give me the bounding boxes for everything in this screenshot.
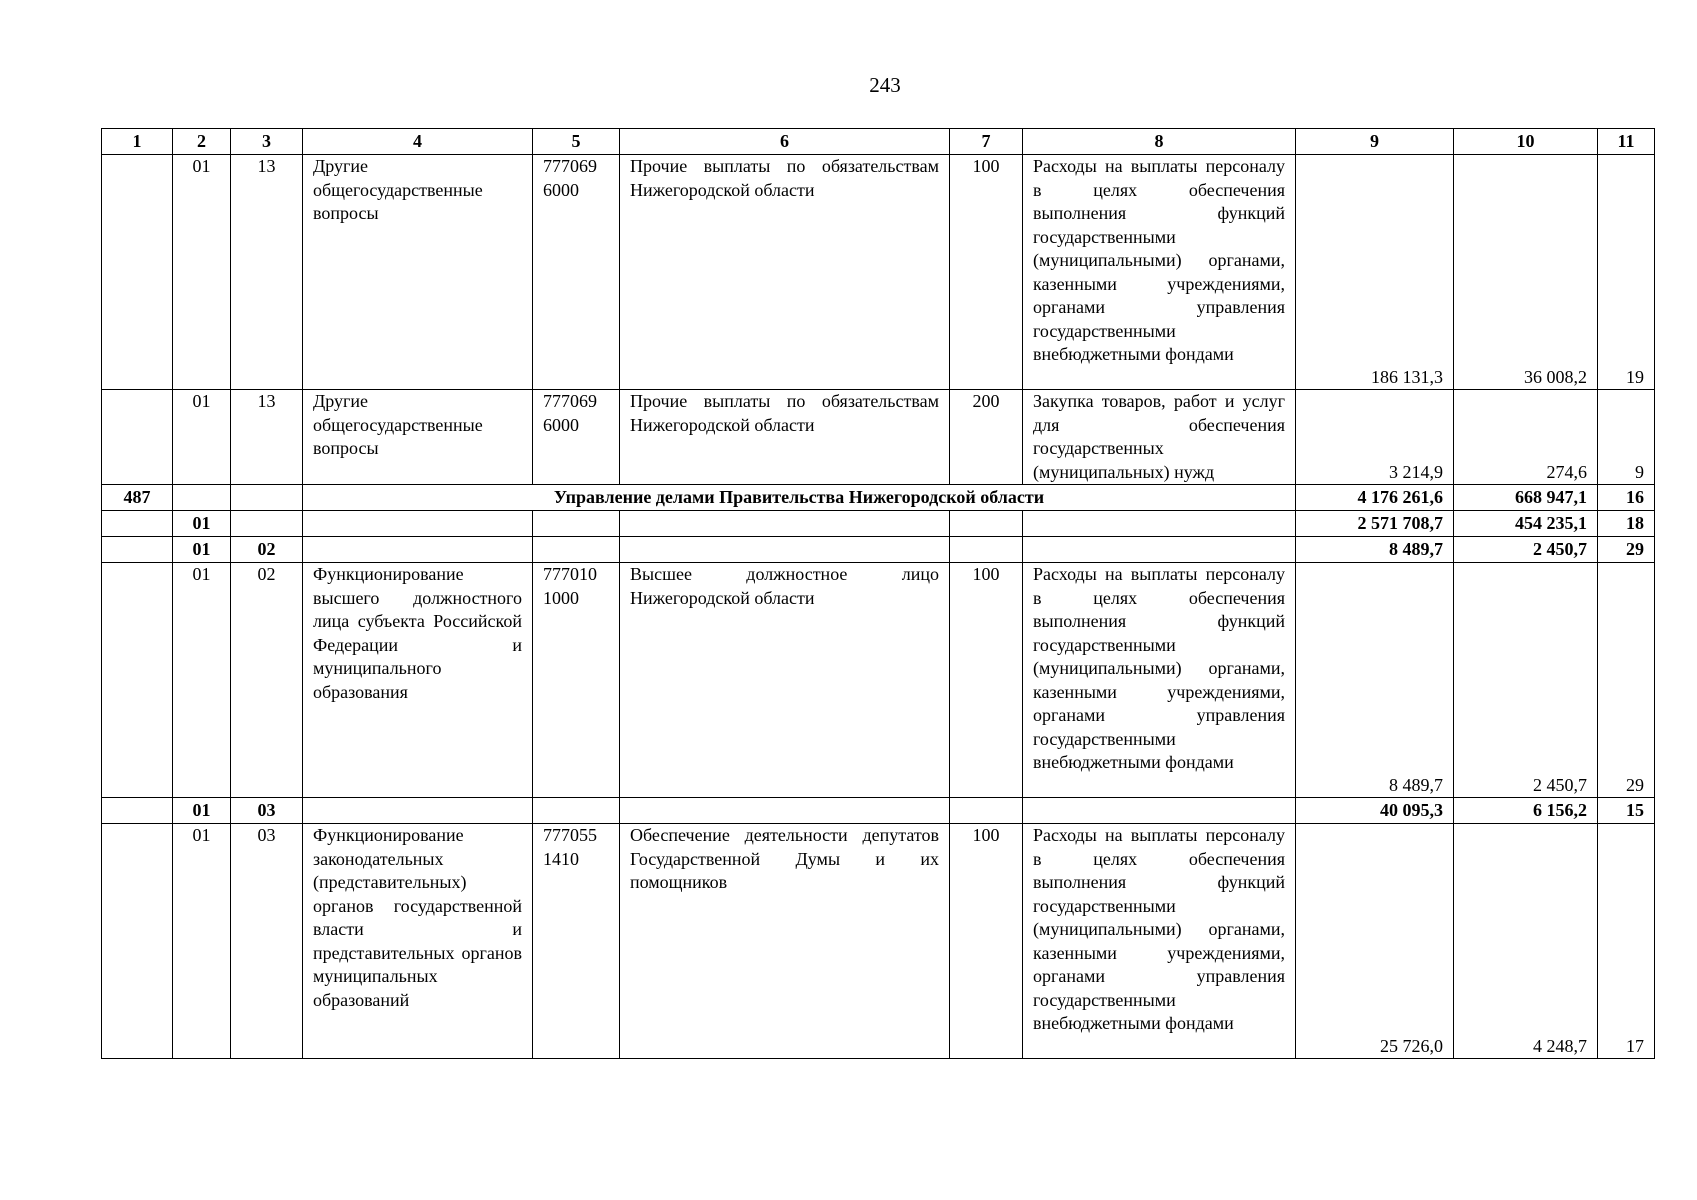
cell-expense-type-name: Закупка товаров, работ и услуг для обеспечения государственных (муниципальных) нужд: [1023, 390, 1296, 485]
column-header: 7: [950, 129, 1023, 155]
cell-section: 01: [173, 155, 231, 390]
cell-subsection-name: [303, 537, 533, 563]
cell-plan-amount: 3 214,9: [1296, 390, 1454, 485]
cell-target-name: [620, 511, 950, 537]
cell-subsection-name: Функционирование законодательных (представительных) органов государственной власти и представительных органов муниципальных образований: [303, 824, 533, 1059]
cell-c1: [102, 511, 173, 537]
table-row: [102, 824, 1655, 1059]
cell-percent: 19: [1598, 155, 1655, 390]
cell-target-code: [533, 537, 620, 563]
section-total-row: [102, 511, 1655, 537]
cell-c1: [102, 798, 173, 824]
cell-section: 01: [173, 563, 231, 798]
cell-percent: 29: [1598, 537, 1655, 563]
cell-expense-type-name: Расходы на выплаты персоналу в целях обеспечения выполнения функций государственными (муниципальными) органами, казенными учреждениями, органами управления государственными внебюджетными фондами: [1023, 824, 1296, 1059]
cell-subsection: 03: [231, 824, 303, 1059]
cell-plan-amount: 4 176 261,6: [1296, 485, 1454, 511]
cell-subsection-name: [303, 798, 533, 824]
cell-actual-amount: 6 156,2: [1454, 798, 1598, 824]
cell-target-name: [620, 798, 950, 824]
column-header: 10: [1454, 129, 1598, 155]
cell-expense-type: [950, 511, 1023, 537]
cell-expense-type: 100: [950, 563, 1023, 798]
cell-subsection-name: [303, 511, 533, 537]
cell-subsection-name: Функционирование высшего должностного лица субъекта Российской Федерации и муниципального образования: [303, 563, 533, 798]
cell-expense-type: 200: [950, 390, 1023, 485]
cell-section: 01: [173, 798, 231, 824]
cell-expense-type: [950, 537, 1023, 563]
cell-target-name: Прочие выплаты по обязательствам Нижегородской области: [620, 155, 950, 390]
cell-subsection-name: Другие общегосударственные вопросы: [303, 390, 533, 485]
cell-target-name: [620, 537, 950, 563]
cell-c1: [102, 155, 173, 390]
cell-section: 01: [173, 511, 231, 537]
table-row: [102, 390, 1655, 485]
cell-target-name: Обеспечение деятельности депутатов Государственной Думы и их помощников: [620, 824, 950, 1059]
cell-plan-amount: 8 489,7: [1296, 563, 1454, 798]
table-row: [102, 563, 1655, 798]
cell-plan-amount: 25 726,0: [1296, 824, 1454, 1059]
column-header: 9: [1296, 129, 1454, 155]
cell-plan-amount: 40 095,3: [1296, 798, 1454, 824]
cell-actual-amount: 668 947,1: [1454, 485, 1598, 511]
cell-expense-type-name: [1023, 511, 1296, 537]
cell-actual-amount: 274,6: [1454, 390, 1598, 485]
cell-subsection-name: Другие общегосударственные вопросы: [303, 155, 533, 390]
column-header: 5: [533, 129, 620, 155]
cell-expense-type-name: [1023, 798, 1296, 824]
column-header: 8: [1023, 129, 1296, 155]
column-header: 1: [102, 129, 173, 155]
cell-c1: [102, 537, 173, 563]
cell-c1: [102, 563, 173, 798]
cell-subsection: 03: [231, 798, 303, 824]
column-number-row: [102, 129, 1655, 155]
column-header: 3: [231, 129, 303, 155]
cell-subsection: 02: [231, 537, 303, 563]
cell-actual-amount: 36 008,2: [1454, 155, 1598, 390]
column-header: 6: [620, 129, 950, 155]
cell-plan-amount: 2 571 708,7: [1296, 511, 1454, 537]
cell-actual-amount: 2 450,7: [1454, 563, 1598, 798]
cell-target-code: 777010 1000: [533, 563, 620, 798]
cell-actual-amount: 4 248,7: [1454, 824, 1598, 1059]
department-row: [102, 485, 1655, 511]
column-header: 4: [303, 129, 533, 155]
cell-actual-amount: 454 235,1: [1454, 511, 1598, 537]
page-number: 243: [869, 73, 901, 97]
cell-section: [173, 485, 231, 511]
cell-c1: [102, 390, 173, 485]
cell-percent: 17: [1598, 824, 1655, 1059]
cell-expense-type: 100: [950, 155, 1023, 390]
column-header: 2: [173, 129, 231, 155]
cell-expense-type-name: [1023, 537, 1296, 563]
cell-actual-amount: 2 450,7: [1454, 537, 1598, 563]
cell-section: 01: [173, 824, 231, 1059]
cell-target-code: [533, 511, 620, 537]
cell-percent: 16: [1598, 485, 1655, 511]
cell-c1: [102, 824, 173, 1059]
budget-table: [101, 128, 1655, 1059]
cell-expense-type: [950, 798, 1023, 824]
cell-subsection: [231, 485, 303, 511]
cell-percent: 18: [1598, 511, 1655, 537]
cell-target-code: 777055 1410: [533, 824, 620, 1059]
cell-percent: 29: [1598, 563, 1655, 798]
cell-target-code: 777069 6000: [533, 155, 620, 390]
cell-subsection: 02: [231, 563, 303, 798]
cell-plan-amount: 186 131,3: [1296, 155, 1454, 390]
column-header: 11: [1598, 129, 1655, 155]
cell-target-code: 777069 6000: [533, 390, 620, 485]
department-name: Управление делами Правительства Нижегородской области: [303, 485, 1296, 511]
cell-subsection: [231, 511, 303, 537]
cell-subsection: 13: [231, 390, 303, 485]
cell-expense-type: 100: [950, 824, 1023, 1059]
cell-target-name: Прочие выплаты по обязательствам Нижегородской области: [620, 390, 950, 485]
cell-expense-type-name: Расходы на выплаты персоналу в целях обеспечения выполнения функций государственными (муниципальными) органами, казенными учреждениями, органами управления государственными внебюджетными фондами: [1023, 563, 1296, 798]
cell-subsection: 13: [231, 155, 303, 390]
subsection-total-row: [102, 798, 1655, 824]
cell-section: 01: [173, 390, 231, 485]
cell-target-code: [533, 798, 620, 824]
cell-section: 01: [173, 537, 231, 563]
cell-target-name: Высшее должностное лицо Нижегородской области: [620, 563, 950, 798]
table-row: [102, 155, 1655, 390]
cell-expense-type-name: Расходы на выплаты персоналу в целях обеспечения выполнения функций государственными (муниципальными) органами, казенными учреждениями, органами управления государственными внебюджетными фондами: [1023, 155, 1296, 390]
cell-plan-amount: 8 489,7: [1296, 537, 1454, 563]
cell-ministry-code: 487: [102, 485, 173, 511]
cell-percent: 15: [1598, 798, 1655, 824]
cell-percent: 9: [1598, 390, 1655, 485]
subsection-total-row: [102, 537, 1655, 563]
